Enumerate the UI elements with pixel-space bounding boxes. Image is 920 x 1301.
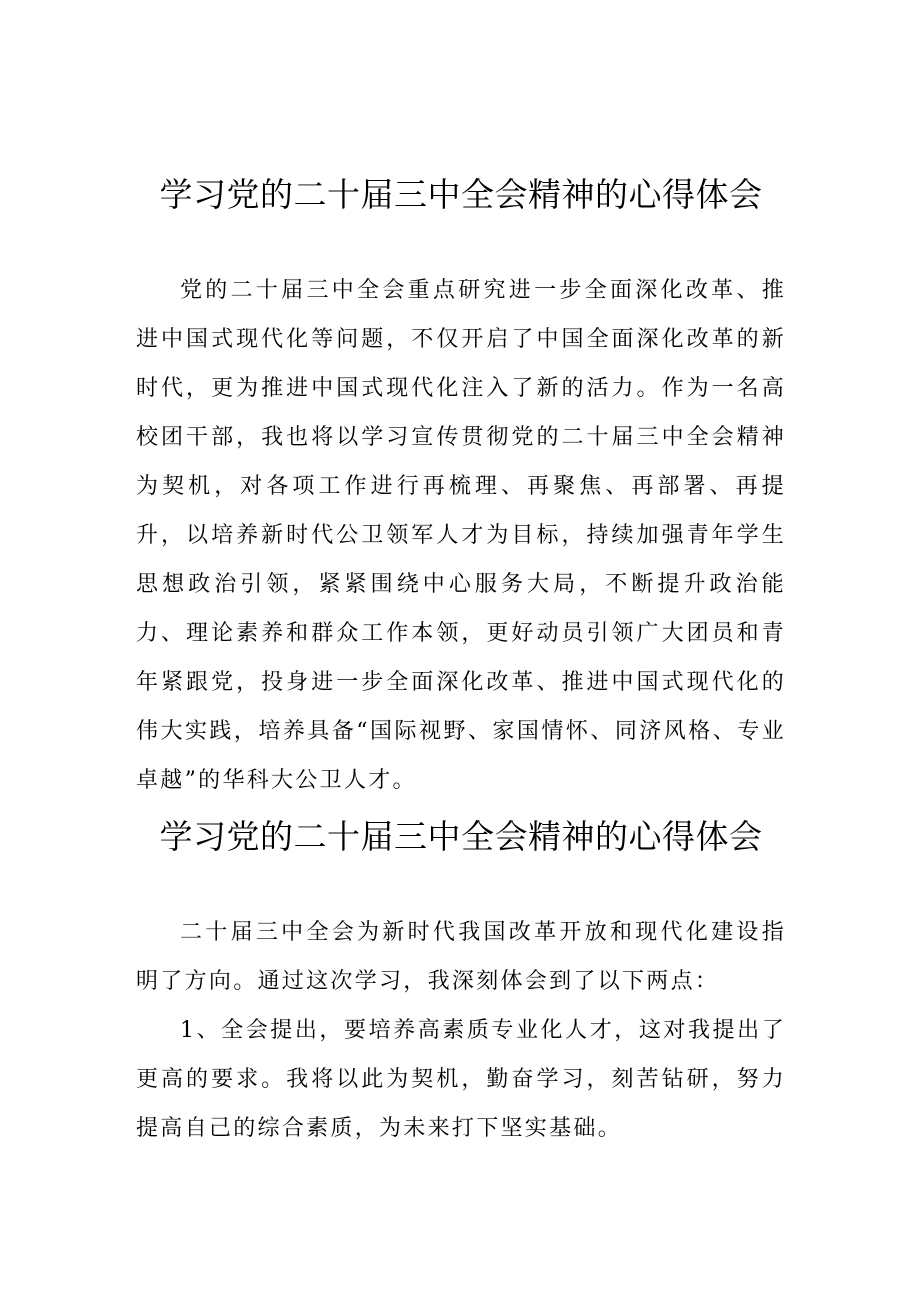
article-title: 学习党的二十届三中全会精神的心得体会 xyxy=(159,175,763,214)
article-body-continued xyxy=(136,1006,786,1153)
paragraph: 1、全会提出，要培养高素质专业化人才，这对我提出了更高的要求。我将以此为契机，勤奋学习，刻苦钻研，努力提高自己的综合素质，为未来打下坚实基础。 xyxy=(136,1018,786,1141)
article-1 xyxy=(136,170,786,805)
article-title: 学习党的二十届三中全会精神的心得体会 xyxy=(159,817,763,856)
article-2 xyxy=(136,812,786,1153)
paragraph: 党的二十届三中全会重点研究进一步全面深化改革、推进中国式现代化等问题，不仅开启了中国全面深化改革的新时代，更为推进中国式现代化注入了新的活力。作为一名高校团干部，我也将以学习宣传贯彻党的二十届三中全会精神为契机，对各项工作进行再梳理、再聚焦、再部署、再提升，以培养新时代公卫领军人才为目标，持续加强青年学生思想政治引领，紧紧围绕中心服务大局，不断提升政治能力、理论素养和群众工作本领，更好动员引领广大团员和青年紧跟党，投身进一步全面深化改革、推进中国式现代化的伟大实践，培养具备“国际视野、家国情怀、同济风格、专业卓越”的华科大公卫人才。 xyxy=(136,278,786,793)
article-body xyxy=(136,908,786,1006)
paragraph: 二十届三中全会为新时代我国改革开放和现代化建设指明了方向。通过这次学习，我深刻体会到了以下两点： xyxy=(136,920,786,994)
article-body xyxy=(136,266,786,805)
